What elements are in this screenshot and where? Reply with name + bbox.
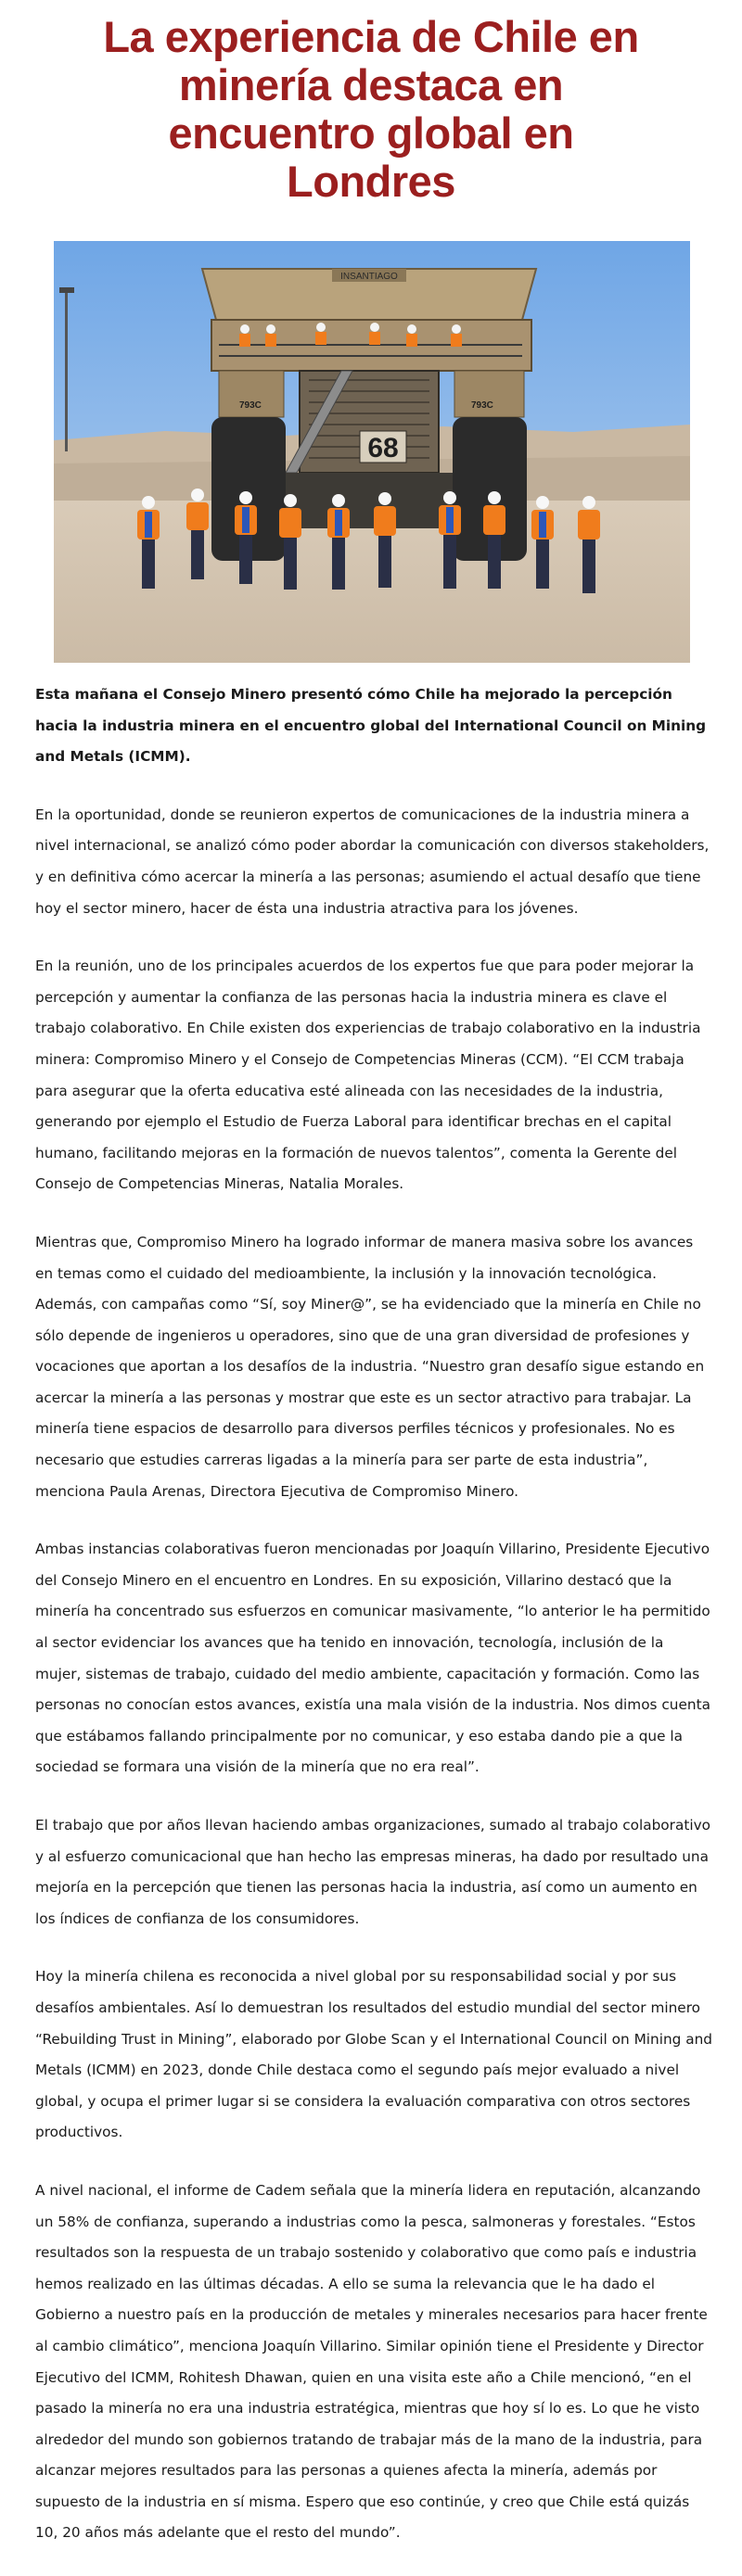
article-paragraph: Mientras que, Compromiso Minero ha logrado informar de manera masiva sobre los avances en temas como el cuidado del medioambiente, la inclusión y la innovación tecnológica. Además, con campañas como “Sí, soy Miner@”, se ha evidenciado que la minería en Chile no sólo depende de ingenieros u operadores, sino que de una gran diversidad de profesiones y vocaciones que aportan a los desafíos de la industria. “Nuestro gran desafío sigue estando en acercar la minería a las personas y mostrar que este es un sector atractivo para trabajar. La minería tiene espacios de desarrollo para diversos perfiles técnicos y profesionales. No es necesario que estudies carreras ligadas a la minería para ser parte de esta industria”, menciona Paula Arenas, Directora Ejecutiva de Compromiso Minero. [35,1233,705,1500]
article-paragraph: En la reunión, uno de los principales acuerdos de los expertos fue que para poder mejorar la percepción y aumentar la confianza de las personas hacia la industria minera es clave el trabajo colaborativo. En Chile existen dos experiencias de trabajo colaborativo en la industria minera: Compromiso Minero y el Consejo de Competencias Mineras (CCM). “El CCM trabaja para asegurar que la oferta educativa esté alineada con las necesidades de la industria, generando por ejemplo el Estudio de Fuerza Laboral para identificar brechas en el capital humano, facilitando mejoras en la formación de nuevos talentos”, comenta la Gerente del Consejo de Competencias Mineras, Natalia Morales. [35,958,701,1193]
truck-number: 68 [367,433,399,463]
article-hero-image [54,241,690,663]
mining-truck-photo [54,241,690,663]
article-paragraph: Ambas instancias colaborativas fueron mencionadas por Joaquín Villarino, Presidente Ejecutivo del Consejo Minero en el encuentro en Londres. En su exposición, Villarino destacó que la minería ha concentrado sus esfuerzos en comunicar masivamente, “lo anterior le ha permitido al sector evidenciar los avances que ha tenido en innovación, tecnología, inclusión de la mujer, sistemas de trabajo, cuidado del medio ambiente, capacitación y formación. Como las personas no conocían estos avances, existía una mala visión de la industria. Nos dimos cuenta que estábamos fallando principalmente por no comunicar, y eso estaba dando pie a que la sociedad se formara una visión de la minería que no era real”. [35,1541,710,1776]
article-lead-paragraph: Esta mañana el Consejo Minero presentó cómo Chile ha mejorado la percepción hacia la industria minera en el encuentro global del International Council on Mining and Metals (ICMM). [35,686,707,766]
article-paragraph: El trabajo que por años llevan haciendo ambas organizaciones, sumado al trabajo colaborativo y al esfuerzo comunicacional que han hecho las empresas mineras, ha dado por resultado una mejoría en la percepción que tienen las personas hacia la industria, así como un aumento en los índices de confianza de los consumidores. [35,1817,710,1927]
article-paragraph: En la oportunidad, donde se reunieron expertos de comunicaciones de la industria minera a nivel internacional, se analizó cómo poder abordar la comunicación con diversos stakeholders, y en definitiva cómo acercar la minería a las personas; asumiendo el actual desafío que tiene hoy el sector minero, hacer de ésta una industria atractiva para los jóvenes. [35,806,710,917]
article-body [35,679,712,2576]
article-title: La experiencia de Chile en minería destaca en encuentro global en Londres [103,12,639,206]
article-paragraph: Hoy la minería chilena es reconocida a nivel global por su responsabilidad social y por sus desafíos ambientales. Así lo demuestran los resultados del estudio mundial del sector minero “Rebuilding Trust in Mining”, elaborado por Globe Scan y el International Council on Mining and Metals (ICMM) en 2023, donde Chile destaca como el segundo país mejor evaluado a nivel global, y ocupa el primer lugar si se considera la evaluación comparativa con otros sectores productivos. [35,1968,713,2141]
truck-model-right: 793C [471,400,493,411]
truck-top-text: INSANTIAGO [340,272,398,282]
article-paragraph: A nivel nacional, el informe de Cadem señala que la minería lidera en reputación, alcanzando un 58% de confianza, superando a industrias como la pesca, salmoneras y forestales. “Estos resultados son la respuesta de un trabajo sostenido y colaborativo que como país e industria hemos realizado en las últimas décadas. A ello se suma la relevancia que le ha dado el Gobierno a nuestro país en la producción de metales y minerales necesarios para hacer frente al cambio climático”, menciona Joaquín Villarino. Similar opinión tiene el Presidente y Director Ejecutivo del ICMM, Rohitesh Dhawan, quien en una visita este año a Chile mencionó, “en el pasado la minería no era una industria estratégica, mientras que hoy sí lo es. Lo que he visto alrededor del mundo son gobiernos tratando de trabajar más de la mano de la industria, para alcanzar mejores resultados para las personas a quienes afecta la minería, además por supuesto de la industria en sí misma. Espero que eso continúe, y creo que Chile está quizás 10, 20 años más adelante que el resto del mundo”. [35,2181,708,2542]
truck-model-left: 793C [239,400,262,411]
